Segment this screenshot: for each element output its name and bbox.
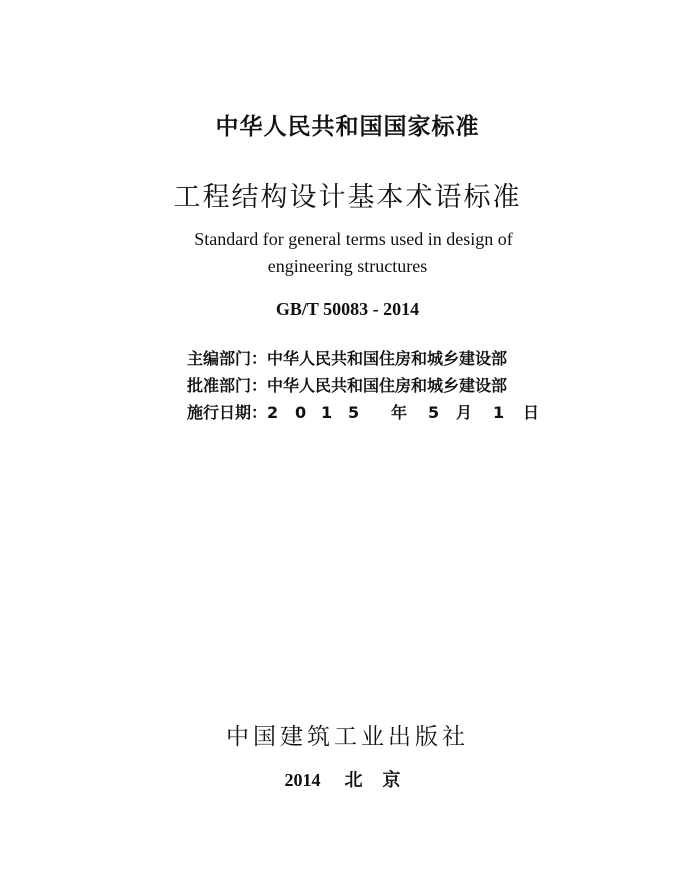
- publication-line: [0, 766, 695, 792]
- publication-year: 2014: [284, 770, 321, 790]
- approver-value: 中华人民共和国住房和城乡建设部: [267, 376, 508, 395]
- editor-value: 中华人民共和国住房和城乡建设部: [267, 349, 508, 368]
- date-unit-day: 日: [523, 403, 540, 422]
- effective-date-row: [187, 399, 539, 426]
- title-english-line-2: engineering structures: [267, 256, 428, 276]
- publisher-name: 中国建筑工业出版社: [226, 724, 469, 750]
- city-char: 北: [344, 770, 363, 790]
- approver-row: [187, 372, 539, 399]
- date-digit: 2: [267, 403, 279, 422]
- date-digit: 1: [493, 403, 505, 422]
- editor-row: [187, 345, 539, 372]
- title-chinese: 工程结构设计基本术语标准: [173, 182, 522, 213]
- effective-date-value: [267, 403, 539, 422]
- approver-label: 批准部门：: [187, 376, 268, 395]
- date-digit: 5: [428, 403, 440, 422]
- date-unit-month: 月: [456, 403, 473, 422]
- info-block: [187, 345, 539, 426]
- title-english-line-1: Standard for general terms used in design of: [194, 229, 513, 249]
- date-digit: 0: [295, 403, 307, 422]
- date-digit: 5: [348, 403, 360, 422]
- standard-code: GB/T 50083 - 2014: [275, 299, 420, 319]
- publication-city: [335, 770, 411, 790]
- city-char: 京: [382, 770, 401, 790]
- date-unit-year: 年: [391, 403, 408, 422]
- national-standard-heading: 中华人民共和国国家标准: [215, 114, 480, 140]
- editor-label: 主编部门：: [187, 349, 268, 368]
- effective-date-label: 施行日期：: [187, 403, 268, 422]
- date-digit: 1: [321, 403, 333, 422]
